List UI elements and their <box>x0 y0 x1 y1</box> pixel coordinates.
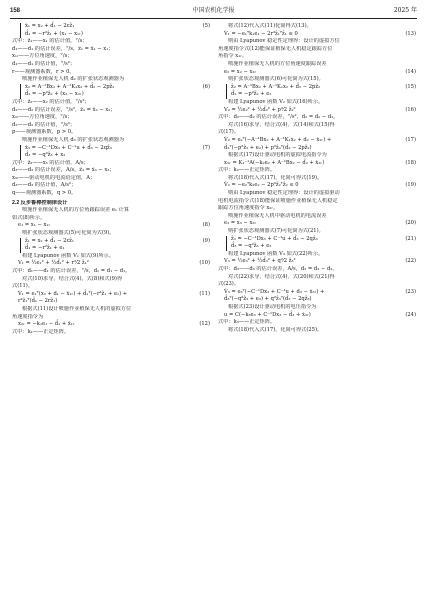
equation-body <box>224 312 416 320</box>
text-line: 式中：d̂₂——d₂ 的估计误差，°/s²，d̂₂ = d₂ − d̂₂。 <box>218 114 339 121</box>
equation-line: ẑ₂ = A⁻¹Bx₂ + A⁻¹K₁x₂ + d̂₂ − 2pẑ₂ <box>231 83 321 90</box>
equation-line: u = C(−k₃e₃ + C⁻¹Dx₃ − d̂₃ + ẋ₃ᵣ) <box>224 311 311 318</box>
text-line: 根据式(23)设计驱动电机的电压指令为 <box>228 303 317 310</box>
equation-body <box>224 107 416 115</box>
equation-number: (21) <box>405 235 416 242</box>
equation <box>12 321 210 329</box>
equation-number: (13) <box>405 30 416 37</box>
text-line: 式中：k₁——正定矩阵。 <box>12 328 70 335</box>
text-line: 构建 Lyapunov 函数 V₁ 如式(9)所示。 <box>22 252 114 259</box>
text-line: r——观测器系数，r > 0。 <box>12 68 75 75</box>
text-line: 跟踪方位角速度指令 x₂ᵣ。 <box>218 205 279 212</box>
equation <box>218 31 416 39</box>
text-line: x₂ᵣ——方位角速度，°/s； <box>12 114 73 121</box>
text-line: p——观测器系数，p > 0。 <box>12 129 77 136</box>
text-line: 式(23)。 <box>218 281 240 288</box>
text-line: x₃ᵣ——驱动电机的电流给定值，A； <box>12 174 96 181</box>
equation-line: V₃ = ½e₃² + ½d̂₃² + q²⁄2 ẑ₃² <box>224 258 296 265</box>
equation <box>218 289 416 304</box>
text-line: 则由 Lyapunov 稳定性定理得：设计的虚拟驱动 <box>228 190 340 197</box>
equation-number: (23) <box>405 288 416 295</box>
equation-number: (14) <box>405 68 416 75</box>
equation-line: d̂₂ = −p²ẑ₂ + (x₂ − x₂ᵣ) <box>25 91 84 98</box>
text-line: 对式(16)求导，结合式(4)、式(14)和式(15)得 <box>228 121 335 128</box>
text-line: 则扩张状态观测器式(6)可化简为式(15)。 <box>228 76 324 83</box>
text-line: 式中：k₃——正定矩阵。 <box>218 319 276 326</box>
equation-line: d̂₃ᵀ(−q²ẑ₃ + e₃) + q²ẑ₃ᵀ(d̂₃ − 2qẑ₃) <box>224 296 312 303</box>
equation-body <box>20 238 210 253</box>
text-line: 将式(18)代入式(17)，化简可得式(25)。 <box>228 326 323 333</box>
text-line: q——观测器系数，q > 0。 <box>12 190 77 197</box>
text-line: 则由 Lyapunov 稳定性定理得：设计的虚拟方位 <box>228 38 340 45</box>
text-line: 喷施作业植保无人机中驱动电机的电流误差 <box>228 212 327 219</box>
equation-number: (9) <box>202 237 210 244</box>
equation-line: V₂ = ½e₂² + ½d̂₂² + p²⁄2 ẑ₂² <box>224 106 296 113</box>
equation-body <box>226 236 416 251</box>
equation-line: d̂₂ᵀ(−p²ẑ₂ + e₂) + p²ẑ₂ᵀ(d̂₂ − 2pẑ₂) <box>224 144 312 151</box>
text-line: 对式(10)求导，结合式(4)、式(8)和式(9)得 <box>22 275 123 282</box>
equation-body <box>20 84 210 99</box>
equation-line: e₃ = x₃ − x₃ᵣ <box>224 220 257 227</box>
equation-body <box>224 31 416 39</box>
equation-number: (22) <box>405 258 416 265</box>
equation-body <box>18 260 210 268</box>
text-line: 式中：d̂₁——d₁ 的估计误差，°/s，d̂₁ = d₁ − d̂₁。 <box>12 268 131 274</box>
text-line: d̂₃——d₃ 的估计误差，A/s，ẑ₃ = ẋ₃ − x₃； <box>12 167 115 174</box>
equation-line: x₂ᵣ = −k₁e₁ − d̂₁ + ẋ₁ᵣ <box>18 321 75 328</box>
equation <box>12 238 210 253</box>
equation-body <box>18 291 210 306</box>
equation-number: (18) <box>405 159 416 166</box>
equation-line: ẋ₁ = x₂ + d̂₁ − 2εẑ₁ <box>25 23 75 29</box>
equation-body <box>20 23 210 38</box>
header-rule <box>10 18 417 19</box>
text-line: 喷施作业植保无人机 d₂ 的扩张状态观测器为 <box>22 76 125 83</box>
equation-line: d̂₂ = −p²ẑ₂ + e₂ <box>231 91 272 98</box>
text-line: 将式(12)代入式(11)化简得式(13)。 <box>228 23 312 29</box>
equation-line: ẑ₃ = −C⁻¹Dx₃ + C⁻¹u + d̂₃ − 2qẑ₃ <box>231 235 318 242</box>
equation-body <box>224 160 416 168</box>
text-line: 角速度指令式(12)能保证植保无人机稳定跟踪方位 <box>218 45 333 52</box>
equation <box>12 260 210 268</box>
equation-number: (16) <box>405 106 416 113</box>
equation <box>218 220 416 228</box>
equation-line: V̇₁ = −e₁ᵀk₁e₁ − 2r³ẑ₁ᵀẑ₁ ≤ 0 <box>224 30 298 37</box>
text-line: 构建 Lyapunov 函数 V₂ 如式(16)所示。 <box>228 98 324 105</box>
equation-line: d̂₁ = −r²ẑ₁ + (x₁ − x₁ᵣ) <box>25 30 83 37</box>
equation-line: r²ẑ₁ᵀ(d̂₁ − 2rẑ₁) <box>18 298 58 305</box>
text-line: d̂₁——d₁ 的估计值，°/s²； <box>12 60 76 67</box>
text-line: 电机电流指令式(18)能保证喷施作业植保无人机稳定 <box>218 197 338 204</box>
equation-line: e₂ = x₂ − x₂ᵣ <box>224 68 257 75</box>
equation-body <box>224 220 416 228</box>
equation <box>12 84 210 99</box>
equation-line: x₃ᵣ = K₁⁻¹A(−k₂e₂ + A⁻¹Bx₂ − d̂₂ + ẋ₂ᵣ) <box>224 159 325 166</box>
text-line: 角指令 x₁ᵣ。 <box>218 53 248 60</box>
text-line: d̂₂——d₂ 的估计误差，°/s²，ẑ₂ = ẋ₂ − x₂； <box>12 106 116 113</box>
equation-line: ẑ₁ = x₂ + d̂₁ − 2εẑ₁ <box>25 237 74 244</box>
equation <box>12 145 210 160</box>
equation <box>218 69 416 77</box>
equation <box>218 312 416 320</box>
text-line: 式(17)。 <box>218 129 240 136</box>
equation-body <box>224 258 416 266</box>
equation <box>218 258 416 266</box>
equation <box>12 23 210 38</box>
equation-body <box>20 145 210 160</box>
equation-number: (8) <box>202 222 210 229</box>
text-line: 式中：ẑ₁——x₁ 的估计值，°/s； <box>12 38 88 45</box>
equation-line: V̇₂ = −e₂ᵀk₂e₂ − 2p³ẑ₂ᵀẑ₂ ≤ 0 <box>224 182 299 189</box>
text-line: x₁ᵣ——方位角速度，°/s； <box>12 53 73 60</box>
equation-body <box>226 84 416 99</box>
equation <box>218 84 416 99</box>
equation-number: (7) <box>202 144 210 151</box>
text-line: 根据式(11)设计喷施作业植保无人机的虚拟方位 <box>22 305 132 312</box>
text-line: 角速度指令为 <box>12 313 44 320</box>
equation-line: d̂₃ = −q²ẑ₃ + x₃ <box>25 152 66 159</box>
equation-number: (24) <box>405 311 416 318</box>
text-line: 如式(8)所示。 <box>12 214 46 221</box>
equation-body <box>18 222 210 230</box>
equation-line: ẋ₃ = −C⁻¹Dx₃ + C⁻¹u + d̂₃ − 2qẑ₃ <box>25 144 112 151</box>
section-heading: 2.2 反步鲁棒控制律设计 <box>12 199 68 206</box>
equation <box>218 182 416 190</box>
equation-line: e₁ = x₁ − x₁ᵣ <box>18 222 51 229</box>
equation-line: V̇₃ = e₃ᵀ(−C⁻¹Dx₃ + C⁻¹u + d₃ − ẋ₃ᵣ) + <box>224 288 325 295</box>
equation-number: (5) <box>202 23 210 29</box>
text-line: 喷施作业植保无人机的方位角跟踪误差 e₁ 计算 <box>22 207 130 214</box>
text-line: 喷扩张状态观测器式(5)可化简为式(9)。 <box>22 230 115 237</box>
page-number: 158 <box>10 8 21 14</box>
text-line: 式中：ẑ₂——x₂ 的估计值，°/s²； <box>12 98 90 105</box>
equation <box>218 107 416 115</box>
equation-line: d̂₃ = −q²ẑ₃ + e₃ <box>231 243 272 250</box>
equation <box>218 236 416 251</box>
equation-body <box>224 182 416 190</box>
left-column <box>12 23 210 336</box>
text-line: 喷施作业植保无人机的方位角速度跟踪误差 <box>228 60 327 67</box>
equation-number: (11) <box>199 290 210 297</box>
text-line: 对式(22)求导，结合式(4)、式(20)和式(21)得 <box>228 273 335 280</box>
equation <box>218 160 416 168</box>
text-line: 将式(18)代入式(17)，化简可得式(19)。 <box>228 174 323 181</box>
equation-line: ẋ₂ = A⁻¹Bx₂ + A⁻¹K₁x₂ + d̂₂ − 2pẑ₂ <box>25 83 115 90</box>
equation-body <box>224 289 416 304</box>
equation-line: d̂₁ = −r²ẑ₁ + e₁ <box>25 245 65 252</box>
equation-number: (20) <box>405 220 416 227</box>
text-line: 式中：k₂——正定矩阵。 <box>218 167 276 174</box>
equation-number: (17) <box>405 136 416 143</box>
equation <box>12 222 210 230</box>
equation-line: V̇₂ = e₂ᵀ(−A⁻¹Bx₂ + A⁻¹K₁x₂ + d₂ − ẋ₂ᵣ) + <box>224 136 332 143</box>
equation <box>218 137 416 152</box>
text-line: 喷施作业植保无人机 d₃ 的扩张状态观测器为 <box>22 136 125 143</box>
text-line: 构建 Lyapunov 函数 V₃ 如式(22)所示。 <box>228 250 324 257</box>
equation-body <box>224 69 416 77</box>
publication-year: 2025 年 <box>393 7 417 14</box>
equation-number: (15) <box>405 83 416 90</box>
page-header <box>10 5 417 17</box>
equation-number: (12) <box>199 321 210 328</box>
text-line: 式中：d̂₃——d₃ 的估计误差，A/s，d̂₃ = d₃ − d̂₃。 <box>218 266 338 272</box>
equation-body <box>224 137 416 152</box>
text-line: 则扩张状态观测器式(7)可化简为式(21)。 <box>228 228 324 235</box>
text-line: d̂₁——d₁ 的估计误差，°/s，ẑ₁ = ẋ₁ − x₁； <box>12 45 114 52</box>
text-line: d̂₂——d₂ 的估计值，°/s³； <box>12 121 76 128</box>
right-column <box>218 23 416 334</box>
text-line: 式中：ẑ₃——x₃ 的估计值，A/s； <box>12 159 89 166</box>
equation-number: (10) <box>199 260 210 267</box>
text-line: d̂₃——d₃ 的估计值，A/s²； <box>12 182 77 189</box>
text-line: 式(11)。 <box>12 283 34 290</box>
equation-number: (6) <box>202 83 210 90</box>
equation <box>12 291 210 306</box>
equation-body <box>18 321 210 329</box>
equation-line: V₁ = ½e₁² + ½d̂₁² + r²⁄2 ẑ₁² <box>18 260 89 267</box>
text-line: 根据式(17)设计驱动电机的虚拟电流指令为 <box>228 152 327 159</box>
equation-line: V̇₁ = e₁ᵀ(x₂ + d₁ − ẋ₁ᵣ) + d̂₁ᵀ(−r²ẑ₁ + e₁) + <box>18 290 128 297</box>
equation-number: (19) <box>405 182 416 189</box>
journal-title: 中国农机化学报 <box>192 7 235 14</box>
